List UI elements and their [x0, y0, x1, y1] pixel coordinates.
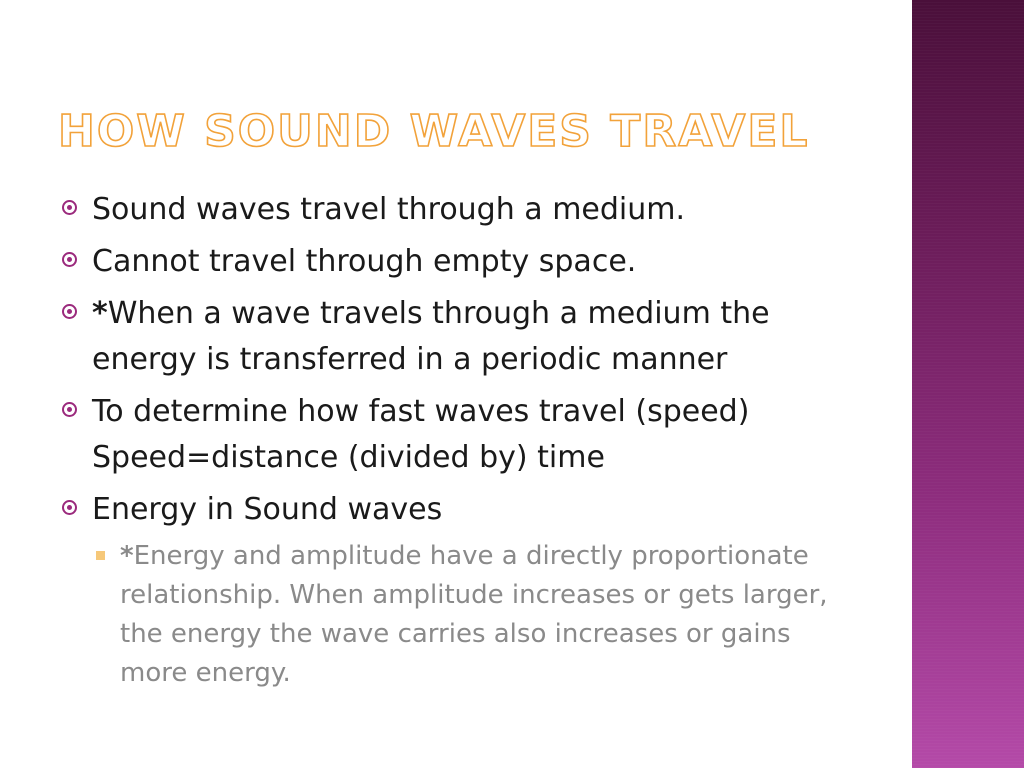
- slide-title: HOW SOUND WAVES TRAVEL: [58, 106, 810, 157]
- sub-bullet-text: Energy and amplitude have a directly proportionate relationship. When amplitude increases or gets larger, the energy the wave carries also increases or gains more energy.: [120, 541, 828, 688]
- bullet-item: [62, 187, 862, 233]
- slide-content: [62, 187, 862, 693]
- bullet-text: When a wave travels through a medium the energy is transferred in a periodic manner: [92, 296, 770, 377]
- bullet-item: [62, 239, 862, 285]
- sub-bullet-item: [92, 537, 862, 693]
- circle-bullet-icon: [62, 402, 77, 417]
- bullet-text: To determine how fast waves travel (speed) Speed=distance (divided by) time: [92, 394, 750, 475]
- circle-bullet-icon: [62, 252, 77, 267]
- circle-bullet-icon: [62, 500, 77, 515]
- bullet-item: [62, 487, 862, 533]
- bullet-item: [62, 291, 862, 383]
- sub-bullet-star: *: [120, 541, 134, 571]
- bullet-item: [62, 389, 862, 481]
- circle-bullet-icon: [62, 304, 77, 319]
- bullet-text: Energy in Sound waves: [92, 492, 443, 527]
- decorative-side-bar: [912, 0, 1024, 768]
- bullet-text: Sound waves travel through a medium.: [92, 192, 686, 227]
- square-bullet-icon: [96, 551, 105, 560]
- circle-bullet-icon: [62, 200, 77, 215]
- bullet-star: *: [92, 296, 108, 331]
- bullet-text: Cannot travel through empty space.: [92, 244, 637, 279]
